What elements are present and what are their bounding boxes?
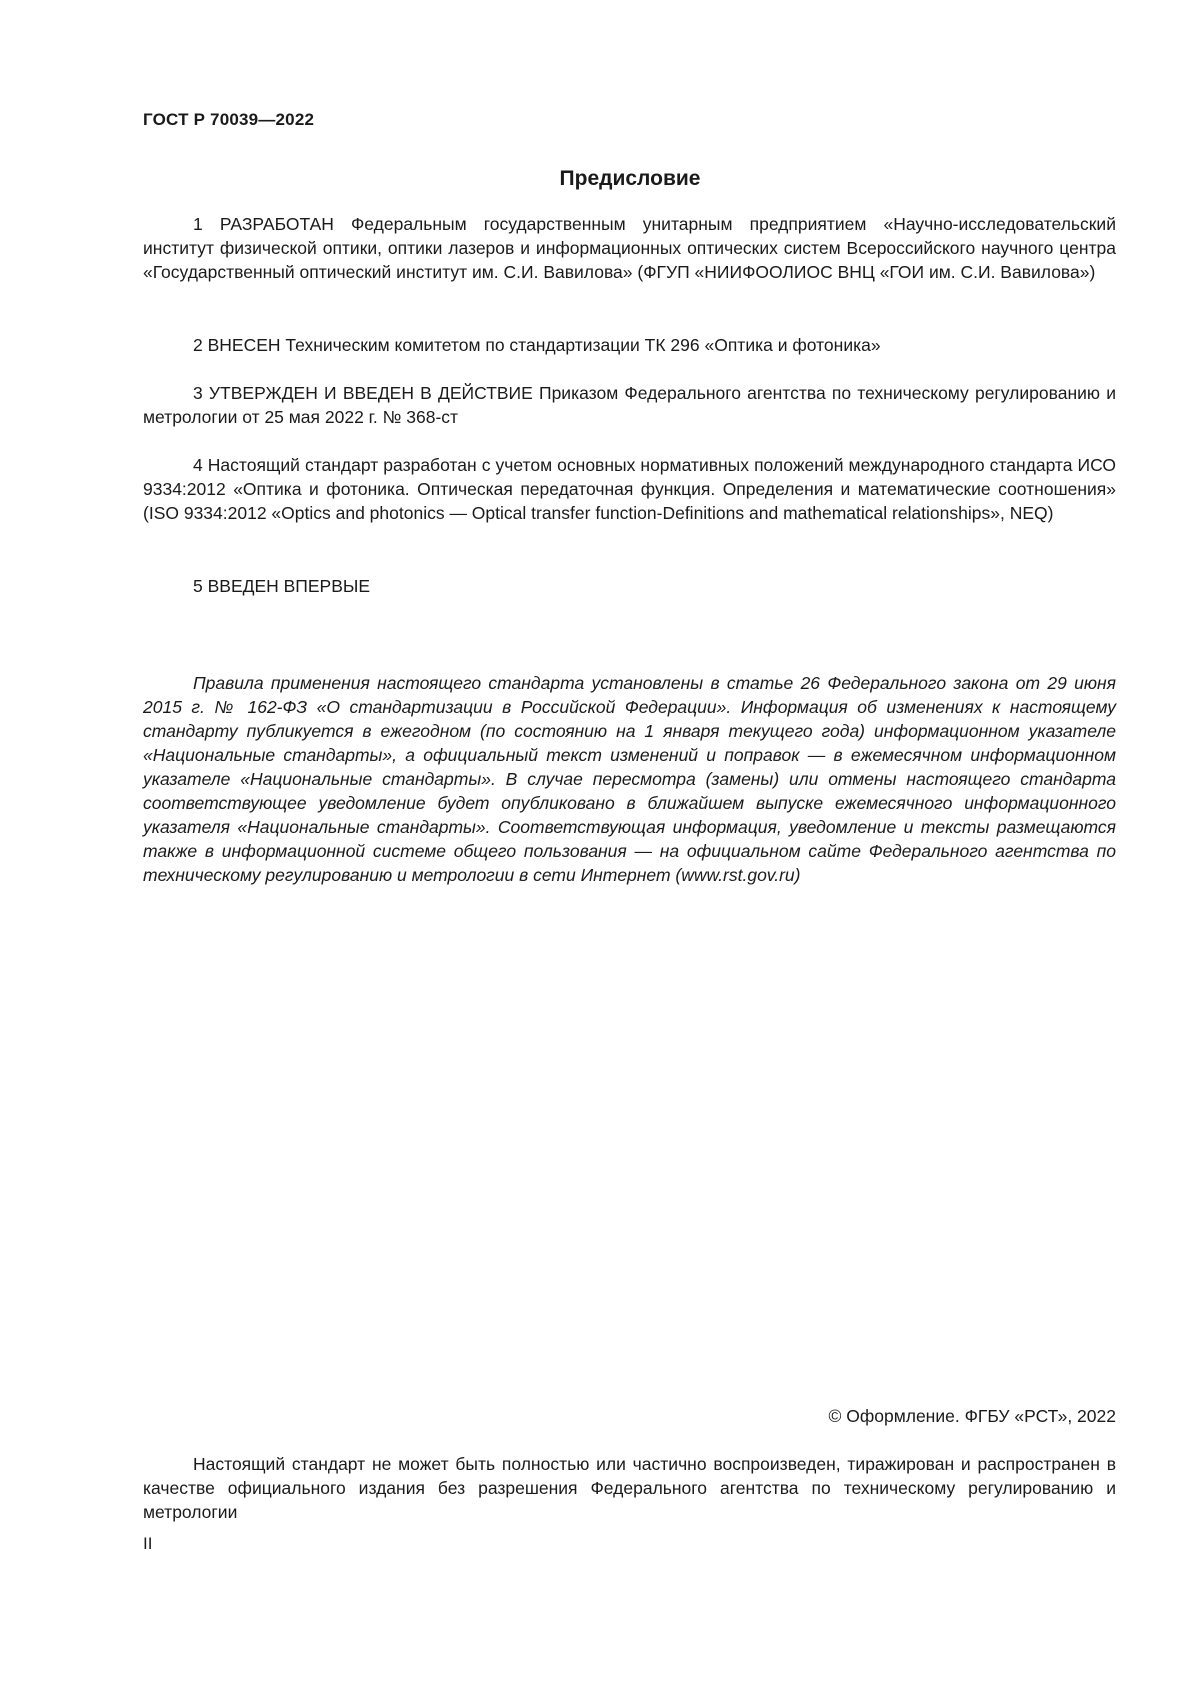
foreword-item-3 [143,381,1116,429]
foreword-item-5 [143,574,1116,598]
foreword-item-1 [143,212,1116,284]
foreword-item-1-text: 1 РАЗРАБОТАН Федеральным государственным унитарным предприятием «Научно-исследовательский институт физической оптики, оптики лазеров и информационных оптических систем Всероссийского научного центра «Государственный оптический институт им. С.И. Вавилова» (ФГУП «НИИФООЛИОС ВНЦ «ГОИ им. С.И. Вавилова») [143,212,1116,284]
foreword-item-4-text: 4 Настоящий стандарт разработан с учетом основных нормативных положений международного стандарта ИСО 9334:2012 «Оптика и фотоника. Оптическая передаточная функция. Определения и математические соотношения» (ISO 9334:2012 «Optics and photonics — Optical transfer function-Definitions and mathematical relationships», NEQ) [143,453,1116,525]
document-code: ГОСТ Р 70039—2022 [143,110,314,130]
page-number: II [143,1534,152,1554]
document-page [0,0,1200,1697]
application-rules [143,671,1116,887]
foreword-item-4 [143,453,1116,525]
foreword-item-5-text: 5 ВВЕДЕН ВПЕРВЫЕ [143,574,1116,598]
foreword-item-2 [143,333,1116,357]
foreword-item-3-text: 3 УТВЕРЖДЕН И ВВЕДЕН В ДЕЙСТВИЕ Приказом Федерального агентства по техническому регулированию и метрологии от 25 мая 2022 г. № 368-ст [143,381,1116,429]
reproduction-notice-text: Настоящий стандарт не может быть полностью или частично воспроизведен, тиражирован и распространен в качестве официального издания без разрешения Федерального агентства по техническому регулированию и метрологии [143,1452,1116,1524]
foreword-item-2-text: 2 ВНЕСЕН Техническим комитетом по стандартизации ТК 296 «Оптика и фотоника» [143,333,1116,357]
application-rules-text: Правила применения настоящего стандарта установлены в статье 26 Федерального закона от 29 июня 2015 г. № 162-ФЗ «О стандартизации в Российской Федерации». Информация об изменениях к настоящему стандарту публикуется в ежегодном (по состоянию на 1 января текущего года) информационном указателе «Национальные стандарты», а официальный текст изменений и поправок — в ежемесячном информационном указателе «Национальные стандарты». В случае пересмотра (замены) или отмены настоящего стандарта соответствующее уведомление будет опубликовано в ближайшем выпуске ежемесячного информационного указателя «Национальные стандарты». Соответствующая информация, уведомление и тексты размещаются также в информационной системе общего пользования — на официальном сайте Федерального агентства по техническому регулированию и метрологии в сети Интернет (www.rst.gov.ru) [143,671,1116,887]
foreword-title: Предисловие [0,167,1200,191]
copyright-notice: © Оформление. ФГБУ «РСТ», 2022 [828,1406,1116,1427]
reproduction-notice [143,1452,1116,1524]
